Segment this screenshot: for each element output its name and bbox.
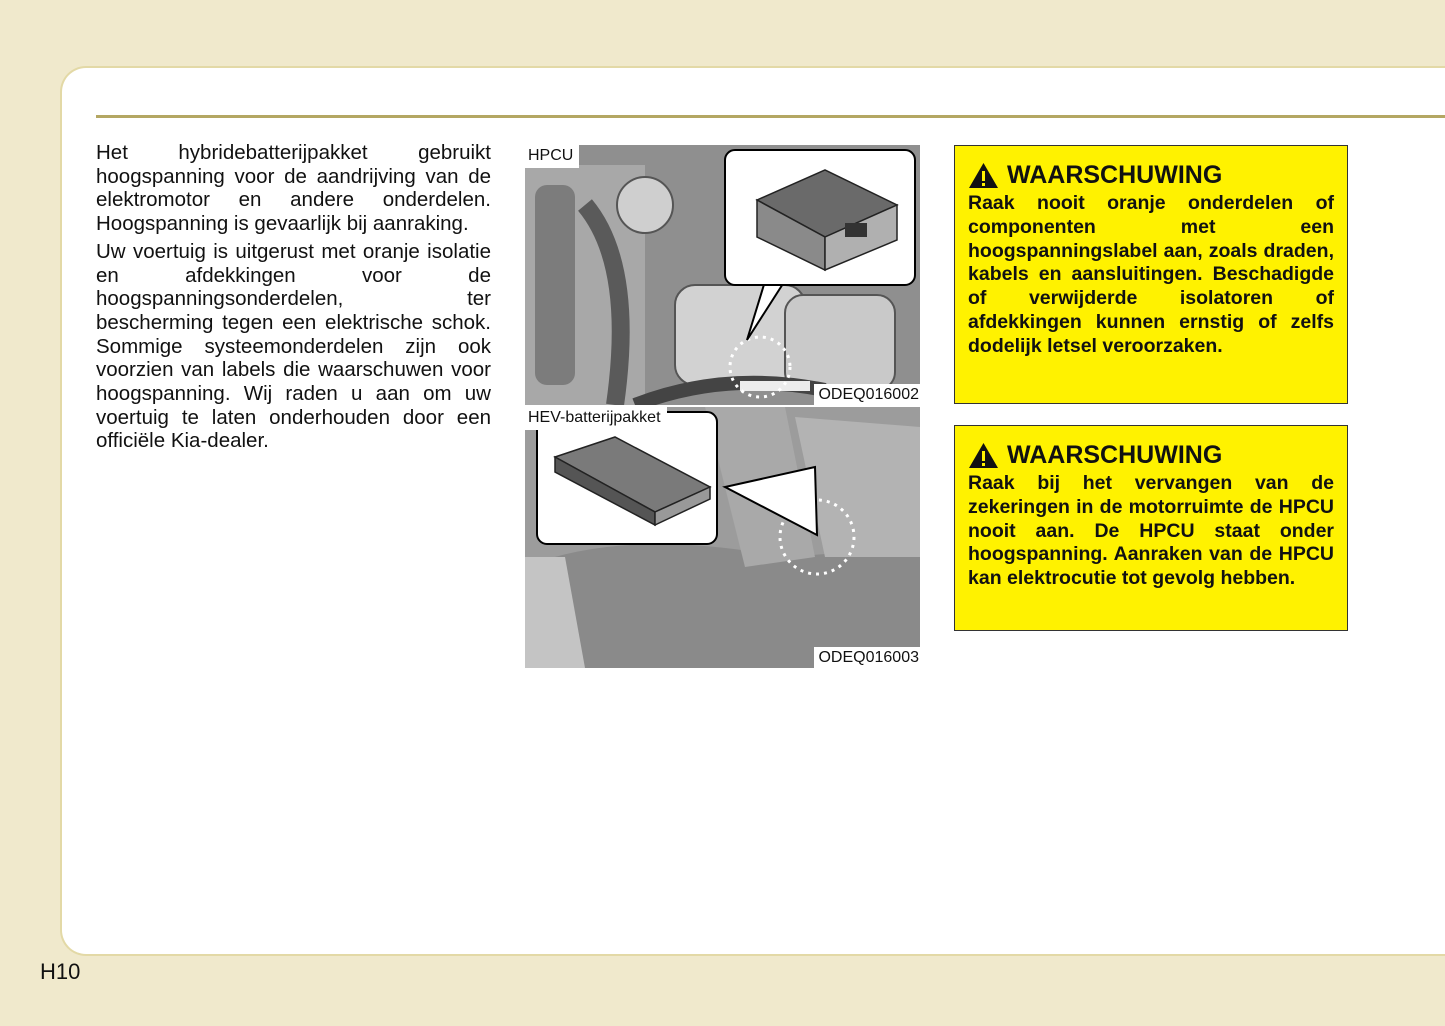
warning-header bbox=[968, 440, 1334, 470]
figure-label: HEV-batterijpakket bbox=[525, 407, 667, 430]
page-number: H10 bbox=[40, 959, 81, 984]
top-divider bbox=[96, 115, 1445, 118]
paragraph-2: Uw voertuig is uitgerust met oranje isolatie en afdekkingen voor de hoogspanningsonderdelen, ter bescherming tegen een elektrische schok. Sommige systeemonderdelen zijn ook voorzien van labels die waarschuwen voor hoogspanning. Wij raden u aan om uw voertuig te laten onderhouden door een officiële Kia-dealer. bbox=[96, 239, 491, 453]
figure-code: ODEQ016003 bbox=[814, 647, 920, 668]
warning-header bbox=[968, 160, 1334, 190]
warning-text: Raak bij het vervangen van de zekeringen in de motorruimte de HPCU nooit aan. De HPCU staat onder hoogspanning. Aanraken van de HPCU kan elektrocutie tot gevolg hebben. bbox=[968, 472, 1334, 590]
figure-label: HPCU bbox=[525, 145, 579, 168]
paragraph-1: Het hybridebatterijpakket gebruikt hoogspanning voor de aandrijving van de elektromotor en andere onderdelen. Hoogspanning is gevaarlijk bij aanraking. bbox=[96, 141, 491, 236]
hpcu-illustration bbox=[525, 145, 920, 405]
body-text bbox=[96, 141, 491, 457]
battery-illustration bbox=[525, 407, 920, 668]
figure-hev-battery bbox=[525, 407, 920, 668]
warning-text: Raak nooit oranje onderdelen of componenten met een hoogspanningslabel aan, zoals draden, kabels en aansluitingen. Beschadigde of verwijderde isolatoren of afdekkingen kunnen ernstig of zelfs dodelijk letsel veroorzaken. bbox=[968, 192, 1334, 357]
figure-hpcu bbox=[525, 145, 920, 405]
warning-box-1 bbox=[954, 145, 1348, 404]
figure-code: ODEQ016002 bbox=[814, 384, 920, 405]
warning-title: WAARSCHUWING bbox=[1007, 440, 1223, 469]
warning-triangle-icon bbox=[968, 162, 999, 189]
warning-triangle-icon bbox=[968, 442, 999, 469]
warning-box-2 bbox=[954, 425, 1348, 631]
warning-title: WAARSCHUWING bbox=[1007, 160, 1223, 189]
